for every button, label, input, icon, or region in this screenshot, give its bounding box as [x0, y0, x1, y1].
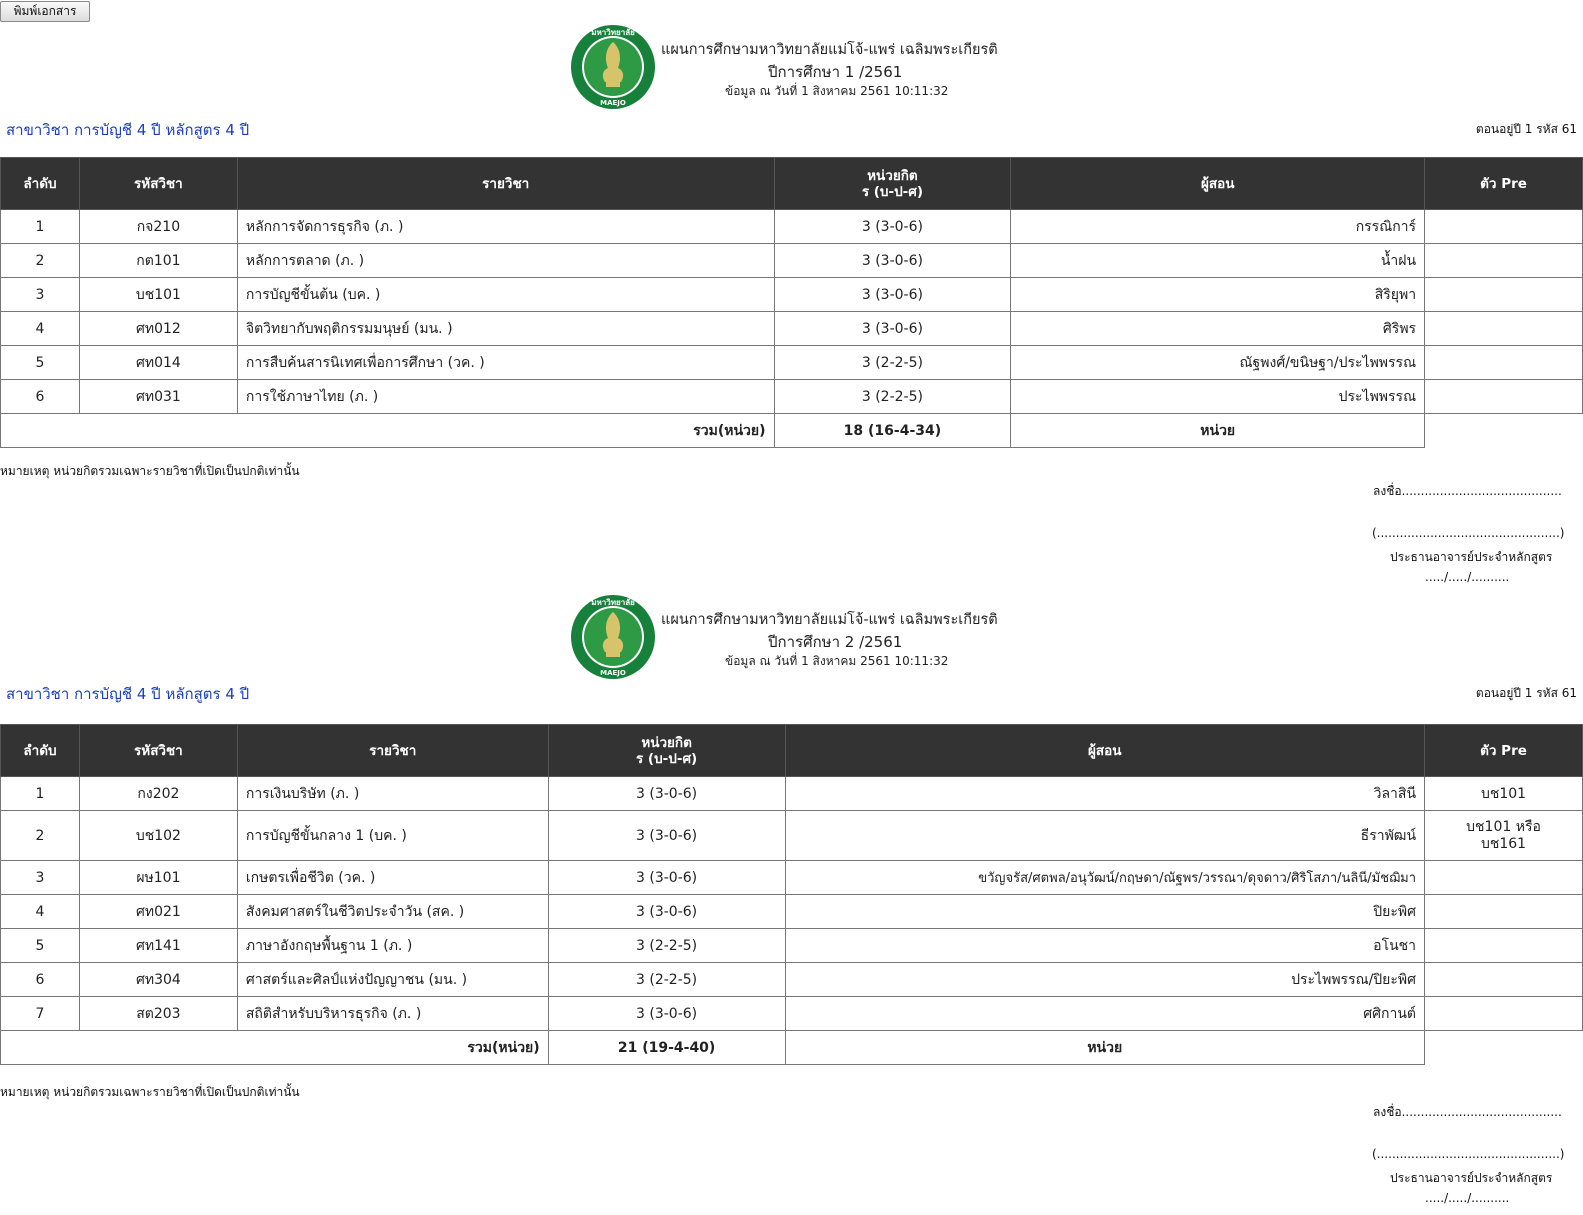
cell-code: ศท012 — [79, 312, 237, 346]
col-header-pre: ตัว Pre — [1425, 158, 1583, 210]
cell-seq: 3 — [1, 278, 80, 312]
plan-header — [0, 24, 1583, 124]
academic-year: ปีการศึกษา 2 /2561 — [768, 633, 903, 651]
cell-instructor: ประไพพรรณ/ปิยะพิศ — [785, 963, 1425, 997]
svg-text:มหาวิทยาลัย: มหาวิทยาลัย — [591, 598, 635, 607]
data-timestamp: ข้อมูล ณ วันที่ 1 สิงหาคม 2561 10:11:32 — [725, 654, 949, 668]
total-empty-cell — [1425, 1031, 1583, 1065]
signature-date: ...../...../.......... — [1425, 570, 1510, 584]
cell-seq: 1 — [1, 777, 80, 811]
table-row — [1, 997, 1583, 1031]
cell-instructor: น้ำฝน — [1011, 244, 1425, 278]
table-row — [1, 777, 1583, 811]
col-header-credit: หน่วยกิต ร (บ-ป-ศ) — [548, 725, 785, 777]
col-header-instructor: ผู้สอน — [785, 725, 1425, 777]
cell-credit: 3 (3-0-6) — [774, 278, 1011, 312]
col-header-code: รหัสวิชา — [79, 725, 237, 777]
cell-code: ผษ101 — [79, 861, 237, 895]
table-row — [1, 895, 1583, 929]
data-timestamp: ข้อมูล ณ วันที่ 1 สิงหาคม 2561 10:11:32 — [725, 84, 949, 98]
col-header-name: รายวิชา — [237, 158, 774, 210]
cell-seq: 1 — [1, 210, 80, 244]
cell-pre — [1425, 244, 1583, 278]
cell-instructor: ประไพพรรณ — [1011, 380, 1425, 414]
cell-seq: 5 — [1, 346, 80, 380]
cell-pre — [1425, 312, 1583, 346]
signature-name-line: (................................................) — [1372, 526, 1565, 540]
col-header-seq: ลำดับ — [1, 725, 80, 777]
total-label: รวม(หน่วย) — [1, 414, 775, 448]
cell-pre: บช101 — [1425, 777, 1583, 811]
table-row — [1, 210, 1583, 244]
col-header-credit: หน่วยกิต ร (บ-ป-ศ) — [774, 158, 1011, 210]
cell-instructor: ศศิกานต์ — [785, 997, 1425, 1031]
cell-pre — [1425, 210, 1583, 244]
footnote: หมายเหตุ หน่วยกิตรวมเฉพาะรายวิชาที่เปิดเป็นปกติเท่านั้น — [0, 1085, 300, 1099]
cell-code: กง202 — [79, 777, 237, 811]
plan-title: แผนการศึกษามหาวิทยาลัยแม่โจ้-แพร่ เฉลิมพระเกียรติ — [661, 42, 998, 58]
cell-seq: 7 — [1, 997, 80, 1031]
total-row — [1, 414, 1583, 448]
col-header-seq: ลำดับ — [1, 158, 80, 210]
table-row — [1, 346, 1583, 380]
total-unit-label: หน่วย — [785, 1031, 1425, 1065]
table-row — [1, 312, 1583, 346]
cell-seq: 6 — [1, 963, 80, 997]
study-plan-semester-1 — [0, 24, 1583, 594]
cell-name: หลักการจัดการธุรกิจ (ภ. ) — [237, 210, 774, 244]
cell-code: ศท304 — [79, 963, 237, 997]
total-unit-label: หน่วย — [1011, 414, 1425, 448]
table-row — [1, 380, 1583, 414]
cell-code: บช101 — [79, 278, 237, 312]
cell-name: การใช้ภาษาไทย (ภ. ) — [237, 380, 774, 414]
plan-header — [0, 594, 1583, 694]
table-row — [1, 861, 1583, 895]
study-plan-semester-2 — [0, 594, 1583, 1215]
col-header-pre: ตัว Pre — [1425, 725, 1583, 777]
cell-code: บช102 — [79, 811, 237, 861]
footnote: หมายเหตุ หน่วยกิตรวมเฉพาะรายวิชาที่เปิดเป็นปกติเท่านั้น — [0, 464, 300, 478]
cell-pre — [1425, 380, 1583, 414]
cell-code: สต203 — [79, 997, 237, 1031]
cell-code: ศท014 — [79, 346, 237, 380]
cell-pre — [1425, 346, 1583, 380]
cell-pre — [1425, 861, 1583, 895]
cell-credit: 3 (3-0-6) — [548, 861, 785, 895]
total-empty-cell — [1425, 414, 1583, 448]
svg-text:MAEJO: MAEJO — [600, 669, 626, 677]
cell-credit: 3 (3-0-6) — [774, 244, 1011, 278]
program-title: สาขาวิชา การบัญชี 4 ปี หลักสูตร 4 ปี — [6, 685, 250, 703]
student-year-info: ตอนอยู่ปี 1 รหัส 61 — [1475, 122, 1577, 136]
cell-instructor: อโนชา — [785, 929, 1425, 963]
cell-seq: 3 — [1, 861, 80, 895]
table-row — [1, 811, 1583, 861]
table-row — [1, 963, 1583, 997]
cell-instructor: ปิยะพิศ — [785, 895, 1425, 929]
signature-line: ลงชื่อ.......................................... — [1373, 484, 1562, 498]
svg-text:MAEJO: MAEJO — [600, 99, 626, 107]
academic-year: ปีการศึกษา 1 /2561 — [768, 63, 903, 81]
cell-credit: 3 (3-0-6) — [548, 811, 785, 861]
cell-credit: 3 (2-2-5) — [548, 963, 785, 997]
cell-seq: 4 — [1, 895, 80, 929]
cell-name: การบัญชีขั้นต้น (บค. ) — [237, 278, 774, 312]
total-credit: 18 (16-4-34) — [774, 414, 1011, 448]
cell-credit: 3 (3-0-6) — [548, 777, 785, 811]
cell-name: การเงินบริษัท (ภ. ) — [237, 777, 548, 811]
program-title: สาขาวิชา การบัญชี 4 ปี หลักสูตร 4 ปี — [6, 121, 250, 139]
cell-code: กจ210 — [79, 210, 237, 244]
cell-name: การสืบค้นสารนิเทศเพื่อการศึกษา (วค. ) — [237, 346, 774, 380]
col-header-code: รหัสวิชา — [79, 158, 237, 210]
course-table — [0, 157, 1583, 448]
col-header-name: รายวิชา — [237, 725, 548, 777]
cell-name: ภาษาอังกฤษพื้นฐาน 1 (ภ. ) — [237, 929, 548, 963]
cell-instructor: สิริยุพา — [1011, 278, 1425, 312]
cell-pre — [1425, 929, 1583, 963]
cell-seq: 2 — [1, 244, 80, 278]
table-row — [1, 929, 1583, 963]
cell-instructor: ขวัญจรัส/ศตพล/อนุวัฒน์/กฤษดา/ณัฐพร/วรรณา/ดุจดาว/ศิริโสภา/นลินี/มัชฌิมา — [785, 861, 1425, 895]
print-document-button[interactable]: พิมพ์เอกสาร — [0, 1, 90, 22]
table-row — [1, 278, 1583, 312]
cell-code: กต101 — [79, 244, 237, 278]
cell-code: ศท031 — [79, 380, 237, 414]
cell-seq: 5 — [1, 929, 80, 963]
total-label: รวม(หน่วย) — [1, 1031, 549, 1065]
cell-credit: 3 (2-2-5) — [774, 380, 1011, 414]
signature-date: ...../...../.......... — [1425, 1191, 1510, 1205]
cell-pre — [1425, 895, 1583, 929]
col-header-instructor: ผู้สอน — [1011, 158, 1425, 210]
cell-seq: 2 — [1, 811, 80, 861]
cell-instructor: ศิริพร — [1011, 312, 1425, 346]
cell-name: จิตวิทยากับพฤติกรรมมนุษย์ (มน. ) — [237, 312, 774, 346]
cell-credit: 3 (3-0-6) — [548, 997, 785, 1031]
cell-credit: 3 (2-2-5) — [548, 929, 785, 963]
university-logo — [570, 594, 656, 680]
total-credit: 21 (19-4-40) — [548, 1031, 785, 1065]
signature-name-line: (................................................) — [1372, 1147, 1565, 1161]
cell-name: หลักการตลาด (ภ. ) — [237, 244, 774, 278]
cell-name: สถิติสำหรับบริหารธุรกิจ (ภ. ) — [237, 997, 548, 1031]
cell-seq: 4 — [1, 312, 80, 346]
cell-instructor: ณัฐพงศ์/ขนิษฐา/ประไพพรรณ — [1011, 346, 1425, 380]
cell-code: ศท141 — [79, 929, 237, 963]
student-year-info: ตอนอยู่ปี 1 รหัส 61 — [1475, 686, 1577, 700]
cell-credit: 3 (3-0-6) — [774, 210, 1011, 244]
cell-credit: 3 (3-0-6) — [548, 895, 785, 929]
cell-name: เกษตรเพื่อชีวิต (วค. ) — [237, 861, 548, 895]
total-row — [1, 1031, 1583, 1065]
cell-name: ศาสตร์และศิลป์แห่งปัญญาชน (มน. ) — [237, 963, 548, 997]
table-row — [1, 244, 1583, 278]
cell-instructor: วิลาสินี — [785, 777, 1425, 811]
course-table — [0, 724, 1583, 1065]
cell-credit: 3 (3-0-6) — [774, 312, 1011, 346]
cell-pre — [1425, 278, 1583, 312]
svg-text:มหาวิทยาลัย: มหาวิทยาลัย — [591, 28, 635, 37]
cell-instructor: ธีราพัฒน์ — [785, 811, 1425, 861]
cell-credit: 3 (2-2-5) — [774, 346, 1011, 380]
cell-instructor: กรรณิการ์ — [1011, 210, 1425, 244]
cell-pre: บช101 หรือ บช161 — [1425, 811, 1583, 861]
cell-pre — [1425, 963, 1583, 997]
plan-title: แผนการศึกษามหาวิทยาลัยแม่โจ้-แพร่ เฉลิมพระเกียรติ — [661, 612, 998, 628]
cell-pre — [1425, 997, 1583, 1031]
signature-title: ประธานอาจารย์ประจำหลักสูตร — [1390, 1171, 1553, 1185]
cell-name: การบัญชีขั้นกลาง 1 (บค. ) — [237, 811, 548, 861]
cell-name: สังคมศาสตร์ในชีวิตประจำวัน (สค. ) — [237, 895, 548, 929]
signature-line: ลงชื่อ.......................................... — [1373, 1105, 1562, 1119]
cell-code: ศท021 — [79, 895, 237, 929]
cell-seq: 6 — [1, 380, 80, 414]
university-logo — [570, 24, 656, 110]
signature-title: ประธานอาจารย์ประจำหลักสูตร — [1390, 550, 1553, 564]
